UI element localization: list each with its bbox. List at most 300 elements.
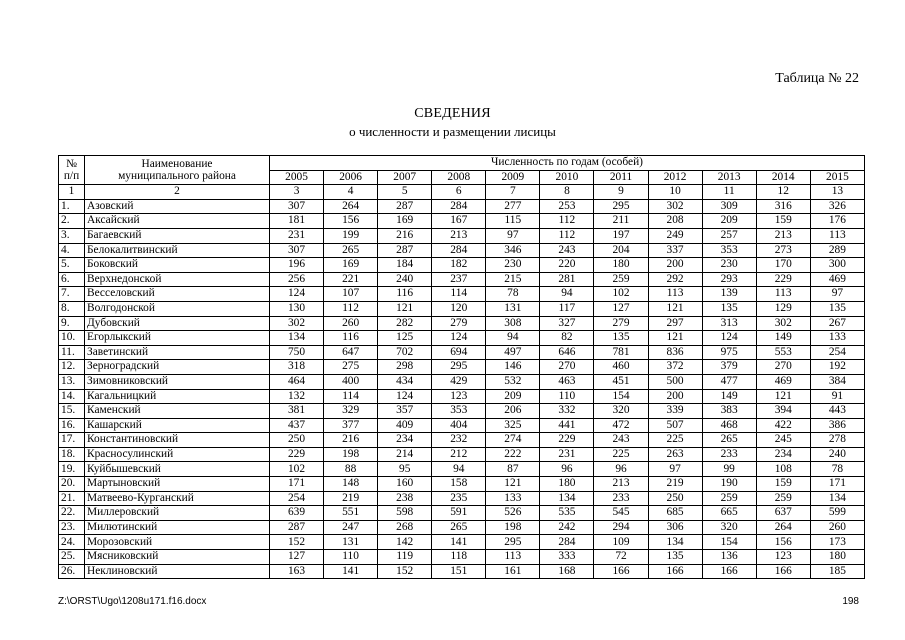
population-value: 464 xyxy=(270,374,324,389)
table-row xyxy=(59,199,865,214)
population-value: 151 xyxy=(432,564,486,579)
population-value: 295 xyxy=(432,360,486,375)
population-value: 287 xyxy=(270,520,324,535)
population-value: 243 xyxy=(540,243,594,258)
population-value: 599 xyxy=(810,506,864,521)
population-value: 326 xyxy=(810,199,864,214)
column-number: 8 xyxy=(540,185,594,200)
population-value: 166 xyxy=(702,564,756,579)
population-value: 230 xyxy=(486,258,540,273)
population-value: 113 xyxy=(486,550,540,565)
population-value: 221 xyxy=(324,272,378,287)
district-name: Верхнедонской xyxy=(85,272,270,287)
table-row xyxy=(59,433,865,448)
population-value: 134 xyxy=(270,331,324,346)
row-number: 7. xyxy=(59,287,85,302)
column-number: 9 xyxy=(594,185,648,200)
population-value: 136 xyxy=(702,550,756,565)
population-value: 233 xyxy=(702,447,756,462)
population-value: 116 xyxy=(378,287,432,302)
population-value: 97 xyxy=(810,287,864,302)
population-value: 225 xyxy=(594,447,648,462)
population-value: 129 xyxy=(756,301,810,316)
population-value: 158 xyxy=(432,477,486,492)
population-value: 647 xyxy=(324,345,378,360)
population-value: 134 xyxy=(810,491,864,506)
population-value: 320 xyxy=(594,404,648,419)
population-value: 216 xyxy=(378,228,432,243)
table-row xyxy=(59,462,865,477)
column-number: 13 xyxy=(810,185,864,200)
population-value: 463 xyxy=(540,374,594,389)
population-value: 113 xyxy=(810,228,864,243)
population-value: 270 xyxy=(540,360,594,375)
row-number: 18. xyxy=(59,447,85,462)
population-value: 302 xyxy=(756,316,810,331)
population-value: 148 xyxy=(324,477,378,492)
population-value: 307 xyxy=(270,199,324,214)
population-value: 268 xyxy=(378,520,432,535)
population-value: 383 xyxy=(702,404,756,419)
population-value: 146 xyxy=(486,360,540,375)
population-value: 168 xyxy=(540,564,594,579)
population-value: 443 xyxy=(810,404,864,419)
population-value: 99 xyxy=(702,462,756,477)
population-value: 88 xyxy=(324,462,378,477)
population-value: 107 xyxy=(324,287,378,302)
district-name: Зимовниковский xyxy=(85,374,270,389)
district-name: Куйбышевский xyxy=(85,462,270,477)
population-value: 259 xyxy=(756,491,810,506)
row-number: 16. xyxy=(59,418,85,433)
population-value: 441 xyxy=(540,418,594,433)
population-value: 231 xyxy=(270,228,324,243)
row-number: 10. xyxy=(59,331,85,346)
population-value: 127 xyxy=(270,550,324,565)
population-value: 113 xyxy=(648,287,702,302)
document-title: СВЕДЕНИЯ xyxy=(414,106,491,121)
column-number: 1 xyxy=(59,185,85,200)
row-number: 8. xyxy=(59,301,85,316)
column-number: 3 xyxy=(270,185,324,200)
population-value: 237 xyxy=(432,272,486,287)
table-row xyxy=(59,418,865,433)
population-value: 97 xyxy=(486,228,540,243)
district-name: Волгодонской xyxy=(85,301,270,316)
population-value: 169 xyxy=(324,258,378,273)
population-value: 180 xyxy=(540,477,594,492)
population-value: 353 xyxy=(432,404,486,419)
population-value: 238 xyxy=(378,491,432,506)
population-value: 135 xyxy=(594,331,648,346)
district-name: Мясниковский xyxy=(85,550,270,565)
population-value: 171 xyxy=(810,477,864,492)
population-value: 665 xyxy=(702,506,756,521)
population-value: 240 xyxy=(378,272,432,287)
population-value: 169 xyxy=(378,214,432,229)
population-value: 214 xyxy=(378,447,432,462)
population-value: 222 xyxy=(486,447,540,462)
year-header: 2014 xyxy=(756,170,810,185)
population-value: 247 xyxy=(324,520,378,535)
year-header: 2011 xyxy=(594,170,648,185)
table-row xyxy=(59,345,865,360)
district-name: Егорлыкский xyxy=(85,331,270,346)
population-value: 254 xyxy=(270,491,324,506)
row-number: 1. xyxy=(59,199,85,214)
population-value: 181 xyxy=(270,214,324,229)
population-value: 133 xyxy=(810,331,864,346)
population-value: 149 xyxy=(702,389,756,404)
population-value: 124 xyxy=(432,331,486,346)
population-value: 307 xyxy=(270,243,324,258)
population-value: 975 xyxy=(702,345,756,360)
population-value: 250 xyxy=(648,491,702,506)
population-value: 198 xyxy=(486,520,540,535)
population-value: 264 xyxy=(324,199,378,214)
population-value: 211 xyxy=(594,214,648,229)
file-path: Z:\ORST\Ugo\1208u171.f16.docx xyxy=(58,596,207,607)
population-value: 384 xyxy=(810,374,864,389)
row-number: 23. xyxy=(59,520,85,535)
population-value: 469 xyxy=(810,272,864,287)
population-value: 96 xyxy=(594,462,648,477)
row-number: 14. xyxy=(59,389,85,404)
population-value: 229 xyxy=(756,272,810,287)
district-name: Матвеево-Курганский xyxy=(85,491,270,506)
table-row xyxy=(59,214,865,229)
year-header: 2009 xyxy=(486,170,540,185)
population-value: 264 xyxy=(756,520,810,535)
population-value: 253 xyxy=(540,199,594,214)
population-value: 233 xyxy=(594,491,648,506)
district-name: Дубовский xyxy=(85,316,270,331)
population-value: 297 xyxy=(648,316,702,331)
population-value: 532 xyxy=(486,374,540,389)
population-value: 141 xyxy=(324,564,378,579)
row-number: 19. xyxy=(59,462,85,477)
population-value: 278 xyxy=(810,433,864,448)
population-value: 694 xyxy=(432,345,486,360)
population-value: 94 xyxy=(486,331,540,346)
population-value: 180 xyxy=(594,258,648,273)
population-value: 535 xyxy=(540,506,594,521)
population-value: 329 xyxy=(324,404,378,419)
population-value: 551 xyxy=(324,506,378,521)
population-value: 142 xyxy=(378,535,432,550)
population-value: 372 xyxy=(648,360,702,375)
population-value: 156 xyxy=(756,535,810,550)
population-value: 176 xyxy=(810,214,864,229)
district-name: Каменский xyxy=(85,404,270,419)
population-value: 259 xyxy=(594,272,648,287)
population-value: 209 xyxy=(486,389,540,404)
population-value: 400 xyxy=(324,374,378,389)
population-value: 277 xyxy=(486,199,540,214)
population-value: 206 xyxy=(486,404,540,419)
year-header: 2008 xyxy=(432,170,486,185)
population-value: 112 xyxy=(324,301,378,316)
population-value: 87 xyxy=(486,462,540,477)
population-value: 234 xyxy=(378,433,432,448)
population-value: 124 xyxy=(270,287,324,302)
table-row xyxy=(59,243,865,258)
population-value: 598 xyxy=(378,506,432,521)
population-value: 229 xyxy=(540,433,594,448)
population-value: 284 xyxy=(432,199,486,214)
population-value: 309 xyxy=(702,199,756,214)
population-value: 275 xyxy=(324,360,378,375)
population-value: 171 xyxy=(270,477,324,492)
population-value: 230 xyxy=(702,258,756,273)
population-value: 353 xyxy=(702,243,756,258)
population-value: 166 xyxy=(594,564,648,579)
table-body xyxy=(59,199,865,578)
population-value: 152 xyxy=(378,564,432,579)
population-value: 265 xyxy=(432,520,486,535)
population-value: 282 xyxy=(378,316,432,331)
row-number: 20. xyxy=(59,477,85,492)
district-name: Кагальницкий xyxy=(85,389,270,404)
col-header-population-group: Численность по годам (особей) xyxy=(270,156,865,171)
population-value: 102 xyxy=(594,287,648,302)
population-value: 72 xyxy=(594,550,648,565)
year-header: 2015 xyxy=(810,170,864,185)
table-row xyxy=(59,316,865,331)
population-value: 154 xyxy=(594,389,648,404)
population-value: 781 xyxy=(594,345,648,360)
population-value: 131 xyxy=(324,535,378,550)
population-value: 192 xyxy=(810,360,864,375)
population-value: 199 xyxy=(324,228,378,243)
population-value: 243 xyxy=(594,433,648,448)
population-value: 182 xyxy=(432,258,486,273)
table-row xyxy=(59,272,865,287)
population-value: 120 xyxy=(432,301,486,316)
row-number: 24. xyxy=(59,535,85,550)
population-value: 257 xyxy=(702,228,756,243)
population-value: 212 xyxy=(432,447,486,462)
population-value: 213 xyxy=(432,228,486,243)
population-value: 234 xyxy=(756,447,810,462)
row-number: 9. xyxy=(59,316,85,331)
table-row xyxy=(59,331,865,346)
population-value: 82 xyxy=(540,331,594,346)
population-value: 141 xyxy=(432,535,486,550)
year-header: 2005 xyxy=(270,170,324,185)
table-row xyxy=(59,491,865,506)
population-value: 112 xyxy=(540,214,594,229)
population-value: 639 xyxy=(270,506,324,521)
population-value: 836 xyxy=(648,345,702,360)
table-row xyxy=(59,535,865,550)
population-value: 250 xyxy=(270,433,324,448)
population-value: 468 xyxy=(702,418,756,433)
column-number: 11 xyxy=(702,185,756,200)
population-value: 124 xyxy=(378,389,432,404)
population-value: 273 xyxy=(756,243,810,258)
population-value: 170 xyxy=(756,258,810,273)
population-value: 166 xyxy=(756,564,810,579)
population-value: 313 xyxy=(702,316,756,331)
population-value: 197 xyxy=(594,228,648,243)
table-number: Таблица № 22 xyxy=(775,71,859,86)
population-value: 240 xyxy=(810,447,864,462)
population-value: 180 xyxy=(810,550,864,565)
population-value: 156 xyxy=(324,214,378,229)
population-value: 591 xyxy=(432,506,486,521)
population-value: 254 xyxy=(810,345,864,360)
population-value: 231 xyxy=(540,447,594,462)
population-value: 216 xyxy=(324,433,378,448)
population-value: 113 xyxy=(756,287,810,302)
document-subtitle: о численности и размещении лисицы xyxy=(349,124,556,139)
population-value: 78 xyxy=(810,462,864,477)
population-value: 318 xyxy=(270,360,324,375)
row-number: 4. xyxy=(59,243,85,258)
row-number: 2. xyxy=(59,214,85,229)
year-header: 2006 xyxy=(324,170,378,185)
population-value: 94 xyxy=(432,462,486,477)
population-value: 287 xyxy=(378,243,432,258)
population-value: 256 xyxy=(270,272,324,287)
population-value: 409 xyxy=(378,418,432,433)
population-value: 553 xyxy=(756,345,810,360)
population-value: 295 xyxy=(486,535,540,550)
population-value: 270 xyxy=(756,360,810,375)
population-value: 451 xyxy=(594,374,648,389)
population-value: 284 xyxy=(540,535,594,550)
population-value: 135 xyxy=(702,301,756,316)
row-number: 26. xyxy=(59,564,85,579)
population-value: 497 xyxy=(486,345,540,360)
population-value: 121 xyxy=(648,301,702,316)
population-value: 131 xyxy=(486,301,540,316)
population-value: 263 xyxy=(648,447,702,462)
district-name: Боковский xyxy=(85,258,270,273)
population-value: 159 xyxy=(756,477,810,492)
population-value: 121 xyxy=(648,331,702,346)
population-value: 102 xyxy=(270,462,324,477)
district-name: Азовский xyxy=(85,199,270,214)
population-table xyxy=(58,155,865,579)
table-row xyxy=(59,506,865,521)
population-value: 320 xyxy=(702,520,756,535)
population-value: 134 xyxy=(540,491,594,506)
row-number: 21. xyxy=(59,491,85,506)
population-value: 163 xyxy=(270,564,324,579)
population-value: 637 xyxy=(756,506,810,521)
district-name: Морозовский xyxy=(85,535,270,550)
population-value: 249 xyxy=(648,228,702,243)
table-row xyxy=(59,374,865,389)
population-value: 460 xyxy=(594,360,648,375)
population-value: 121 xyxy=(378,301,432,316)
population-value: 135 xyxy=(648,550,702,565)
population-value: 386 xyxy=(810,418,864,433)
column-number: 4 xyxy=(324,185,378,200)
table-row xyxy=(59,550,865,565)
population-value: 229 xyxy=(270,447,324,462)
population-value: 184 xyxy=(378,258,432,273)
population-value: 134 xyxy=(648,535,702,550)
population-value: 260 xyxy=(810,520,864,535)
table-row xyxy=(59,447,865,462)
population-value: 123 xyxy=(756,550,810,565)
population-value: 287 xyxy=(378,199,432,214)
population-value: 213 xyxy=(594,477,648,492)
table-row xyxy=(59,287,865,302)
population-value: 298 xyxy=(378,360,432,375)
population-value: 507 xyxy=(648,418,702,433)
district-name: Миллеровский xyxy=(85,506,270,521)
population-value: 245 xyxy=(756,433,810,448)
table-header-row xyxy=(59,156,865,171)
population-value: 225 xyxy=(648,433,702,448)
year-header: 2013 xyxy=(702,170,756,185)
population-value: 289 xyxy=(810,243,864,258)
col-header-number: № п/п xyxy=(59,156,85,185)
row-number: 17. xyxy=(59,433,85,448)
population-value: 316 xyxy=(756,199,810,214)
population-value: 327 xyxy=(540,316,594,331)
population-value: 200 xyxy=(648,389,702,404)
column-number: 2 xyxy=(85,185,270,200)
table-row xyxy=(59,301,865,316)
population-value: 200 xyxy=(648,258,702,273)
population-value: 333 xyxy=(540,550,594,565)
population-value: 198 xyxy=(324,447,378,462)
population-value: 339 xyxy=(648,404,702,419)
population-value: 161 xyxy=(486,564,540,579)
population-value: 295 xyxy=(594,199,648,214)
population-value: 381 xyxy=(270,404,324,419)
table-row xyxy=(59,477,865,492)
population-value: 139 xyxy=(702,287,756,302)
population-value: 114 xyxy=(432,287,486,302)
population-value: 242 xyxy=(540,520,594,535)
population-value: 123 xyxy=(432,389,486,404)
population-value: 308 xyxy=(486,316,540,331)
district-name: Милютинский xyxy=(85,520,270,535)
population-value: 127 xyxy=(594,301,648,316)
population-value: 434 xyxy=(378,374,432,389)
population-value: 204 xyxy=(594,243,648,258)
column-number: 10 xyxy=(648,185,702,200)
population-value: 114 xyxy=(324,389,378,404)
population-value: 545 xyxy=(594,506,648,521)
district-name: Весселовский xyxy=(85,287,270,302)
population-value: 279 xyxy=(432,316,486,331)
population-value: 325 xyxy=(486,418,540,433)
year-header: 2012 xyxy=(648,170,702,185)
population-value: 379 xyxy=(702,360,756,375)
population-value: 274 xyxy=(486,433,540,448)
population-value: 702 xyxy=(378,345,432,360)
population-value: 279 xyxy=(594,316,648,331)
population-value: 357 xyxy=(378,404,432,419)
population-value: 526 xyxy=(486,506,540,521)
population-value: 220 xyxy=(540,258,594,273)
population-value: 306 xyxy=(648,520,702,535)
row-number: 3. xyxy=(59,228,85,243)
row-number: 13. xyxy=(59,374,85,389)
row-number: 12. xyxy=(59,360,85,375)
population-value: 265 xyxy=(702,433,756,448)
population-value: 116 xyxy=(324,331,378,346)
population-value: 110 xyxy=(324,550,378,565)
population-value: 185 xyxy=(810,564,864,579)
